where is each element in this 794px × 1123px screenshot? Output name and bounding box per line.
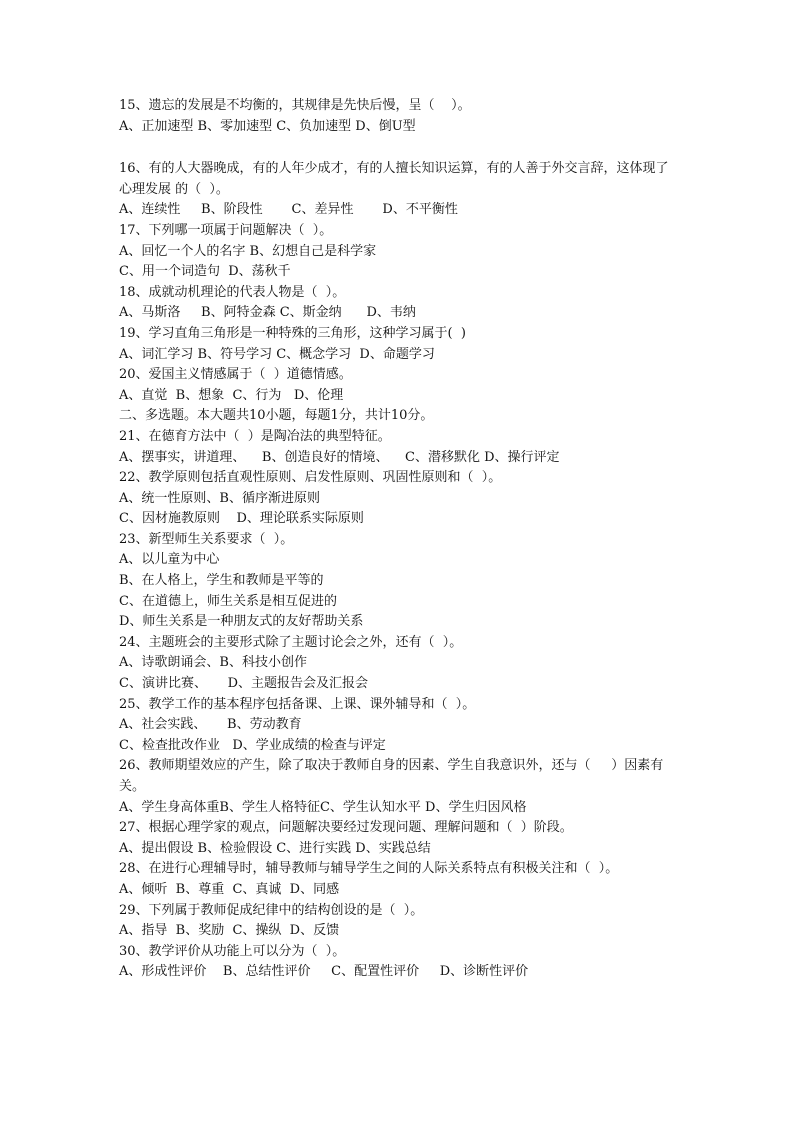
text-line: 20、爱国主义情感属于（ ）道德情感。 xyxy=(119,367,352,383)
text-line: 27、根据心理学家的观点，问题解决要经过发现问题、理解问题和（ ）阶段。 xyxy=(119,820,573,836)
text-line: A、马斯洛 B、阿特金森 C、斯金纳 D、韦纳 xyxy=(119,305,416,321)
text-line: 28、在进行心理辅导时，辅导教师与辅导学生之间的人际关系特点有积极关注和（ ）。 xyxy=(119,861,619,877)
text-line: 18、成就动机理论的代表人物是（ ）。 xyxy=(119,284,346,300)
text-line: A、形成性评价 B、总结性评价 C、配置性评价 D、诊断性评价 xyxy=(119,964,529,980)
text-line: C、因材施教原则 D、理论联系实际原则 xyxy=(119,511,364,527)
text-line: A、统一性原则、B、循序渐进原则 xyxy=(119,490,320,506)
text-line: 30、教学评价从功能上可以分为（ ）。 xyxy=(119,943,346,959)
text-line: A、连续性 B、阶段性 C、差异性 D、不平衡性 xyxy=(119,202,458,218)
text-line: A、正加速型 B、零加速型 C、负加速型 D、倒U型 xyxy=(119,118,416,134)
text-line: 22、教学原则包括直观性原则、启发性原则、巩固性原则和（ ）。 xyxy=(119,470,502,486)
text-line: C、用一个词造句 D、荡秋千 xyxy=(119,264,291,280)
text-line: A、提出假设 B、检验假设 C、进行实践 D、实践总结 xyxy=(119,840,431,856)
paragraph-gap xyxy=(119,137,679,159)
exam-content xyxy=(119,96,679,983)
text-line: A、学生身高体重B、学生人格特征C、学生认知水平 D、学生归因风格 xyxy=(119,799,527,815)
text-line: A、倾听 B、尊重 C、真诚 D、同感 xyxy=(119,881,340,897)
text-line: C、演讲比赛、 D、主题报告会及汇报会 xyxy=(119,676,369,692)
text-line: 24、主题班会的主要形式除了主题讨论会之外，还有（ ）。 xyxy=(119,634,463,650)
text-line: 25、教学工作的基本程序包括备课、上课、课外辅导和（ ）。 xyxy=(119,696,476,712)
text-line: 23、新型师生关系要求（ ）。 xyxy=(119,531,294,547)
text-line: 15、遗忘的发展是不均衡的，其规律是先快后慢，呈（ ）。 xyxy=(119,98,471,113)
question-text: 26、教师期望效应的产生，除了取决于教师自身的因素、学生自我意识外，还与（ ）因素有关。 xyxy=(119,758,664,794)
text-line: A、词汇学习 B、符号学习 C、概念学习 D、命题学习 xyxy=(119,346,435,362)
text-line: A、直觉 B、想象 C、行为 D、伦理 xyxy=(119,387,344,403)
text-line: A、指导 B、奖励 C、操纵 D、反馈 xyxy=(119,923,340,939)
text-line: A、摆事实，讲道理、 B、创造良好的情境、 C、潜移默化 D、操行评定 xyxy=(119,449,560,465)
text-line: C、在道德上，师生关系是相互促进的 xyxy=(119,593,337,609)
text-line: A、诗歌朗诵会、B、科技小创作 xyxy=(119,655,307,671)
text-line: 29、下列属于教师促成纪律中的结构创设的是（ ）。 xyxy=(119,902,424,918)
question-text: 16、有的人大器晚成，有的人年少成才，有的人擅长知识运算，有的人善于外交言辞，这体现了心理发展 的（ ）。 xyxy=(119,161,669,197)
text-line: B、在人格上，学生和教师是平等的 xyxy=(119,573,324,589)
text-line: A、以儿童为中心 xyxy=(119,552,220,568)
text-line: A、回忆一个人的名字 B、幻想自己是科学家 xyxy=(119,243,377,259)
text-line: 二、多选题。本大题共10小题，每题1分，共计10分。 xyxy=(119,408,434,424)
text-line: 17、下列哪一项属于问题解决（ ）。 xyxy=(119,222,333,238)
text-line: C、检查批改作业 D、学业成绩的检查与评定 xyxy=(119,737,386,753)
text-line: A、社会实践、 B、劳动教育 xyxy=(119,717,302,733)
text-line: 21、在德育方法中（ ）是陶冶法的典型特征。 xyxy=(119,428,391,444)
text-line: 19、学习直角三角形是一种特殊的三角形，这种学习属于( ) xyxy=(119,325,466,341)
text-line: D、师生关系是一种朋友式的友好帮助关系 xyxy=(119,614,364,630)
